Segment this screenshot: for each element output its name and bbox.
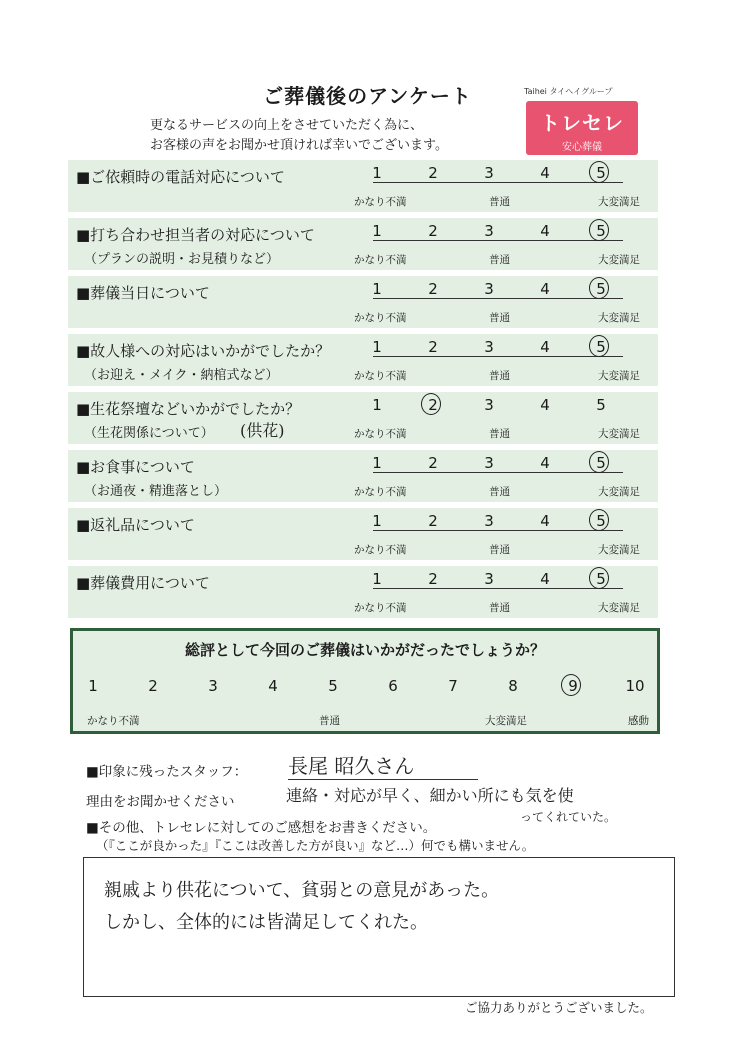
question-label: ■ご依頼時の電話対応について	[76, 168, 285, 186]
scale-number-text: 3	[484, 338, 494, 356]
overall-selected-circle	[561, 674, 581, 696]
scale-number-text: 4	[540, 280, 550, 298]
overall-number[interactable]	[83, 677, 103, 695]
overall-number[interactable]	[625, 677, 645, 695]
thanks-text: ご協力ありがとうございました。	[465, 1000, 653, 1015]
selected-circle	[589, 161, 609, 183]
scale-number-text: 5	[596, 570, 606, 588]
question-label: ■葬儀費用について	[76, 574, 210, 592]
scale-underline	[373, 298, 623, 299]
scale-number[interactable]	[535, 512, 555, 530]
scale-label-high: 大変満足	[598, 196, 640, 208]
comments-hint: （『ここが良かった』『ここは改善した方が良い』など…）何でも構いません。	[96, 838, 535, 853]
scale-number[interactable]	[591, 512, 611, 530]
overall-title: 総評として今回のご葬儀はいかがだったでしょうか？	[184, 641, 545, 659]
scale-number[interactable]	[479, 454, 499, 472]
scale-label-mid: 普通	[489, 544, 510, 556]
comment-line-1: 親戚より供花について、貧弱との意見があった。	[104, 880, 500, 901]
scale-number-text: 4	[540, 454, 550, 472]
scale-number[interactable]	[535, 570, 555, 588]
scale-number-text: 3	[484, 396, 494, 414]
scale-number[interactable]	[535, 280, 555, 298]
question-note: （お通夜・精進落とし）	[84, 484, 228, 499]
scale-number-text: 5	[596, 512, 606, 530]
selected-circle	[589, 335, 609, 357]
scale-underline	[373, 240, 623, 241]
scale-label-low: かなり不満	[354, 602, 407, 614]
subtitle-line-1: 更なるサービスの向上をさせていただく為に、	[150, 118, 424, 133]
question-note: （生花関係について）	[84, 426, 214, 441]
scale-number[interactable]	[423, 512, 443, 530]
overall-number-text: 5	[328, 677, 338, 695]
question-label: ■お食事について	[76, 458, 195, 476]
selected-circle	[589, 567, 609, 589]
scale-number-text: 1	[372, 164, 382, 182]
scale-number-text: 3	[484, 280, 494, 298]
scale-number-text: 2	[428, 396, 438, 414]
overall-label-top: 感動	[628, 715, 649, 727]
scale-number-text: 1	[372, 222, 382, 240]
scale-number-text: 1	[372, 454, 382, 472]
scale-number[interactable]	[591, 396, 611, 414]
scale-label-low: かなり不満	[354, 486, 407, 498]
scale-number-text: 5	[596, 280, 606, 298]
scale-number[interactable]	[535, 454, 555, 472]
comment-line-2: しかし、全体的には皆満足してくれた。	[104, 912, 428, 933]
question-row	[68, 392, 658, 444]
staff-name-handwritten: 長尾 昭久さん	[288, 750, 478, 780]
selected-circle	[589, 219, 609, 241]
overall-number[interactable]	[143, 677, 163, 695]
scale-number-text: 4	[540, 164, 550, 182]
question-note: （プランの説明・お見積りなど）	[84, 252, 280, 267]
comments-label: ■その他、トレセレに対してのご感想をお書きください。	[86, 820, 437, 836]
scale-number[interactable]	[535, 396, 555, 414]
scale-number[interactable]	[423, 222, 443, 240]
scale-number-text: 2	[428, 512, 438, 530]
scale-number-text: 4	[540, 512, 550, 530]
scale-number[interactable]	[535, 222, 555, 240]
scale-number-text: 3	[484, 570, 494, 588]
scale-label-high: 大変満足	[598, 428, 640, 440]
scale-label-mid: 普通	[489, 602, 510, 614]
scale-number[interactable]	[591, 570, 611, 588]
overall-label-low: かなり不満	[87, 715, 140, 727]
scale-number-text: 4	[540, 570, 550, 588]
scale-number-text: 5	[596, 454, 606, 472]
scale-number-text: 3	[484, 512, 494, 530]
scale-number-text: 2	[428, 164, 438, 182]
scale-number-text: 4	[540, 396, 550, 414]
overall-number-text: 10	[625, 677, 645, 695]
staff-label: ■印象に残ったスタッフ：	[86, 764, 248, 780]
scale-number-text: 3	[484, 222, 494, 240]
scale-label-mid: 普通	[489, 486, 510, 498]
scale-number[interactable]	[591, 222, 611, 240]
reason-handwritten-2: ってくれていた。	[520, 810, 617, 824]
overall-number-text: 1	[88, 677, 98, 695]
overall-number[interactable]	[383, 677, 403, 695]
page-title: ご葬儀後のアンケート	[263, 84, 472, 108]
scale-number[interactable]	[367, 280, 387, 298]
scale-label-mid: 普通	[489, 428, 510, 440]
scale-number-text: 2	[428, 454, 438, 472]
question-label: ■葬儀当日について	[76, 284, 210, 302]
scale-number[interactable]	[535, 338, 555, 356]
scale-number[interactable]	[423, 396, 443, 414]
scale-number[interactable]	[423, 570, 443, 588]
overall-number-text: 7	[448, 677, 458, 695]
scale-number[interactable]	[479, 512, 499, 530]
scale-label-low: かなり不満	[354, 312, 407, 324]
overall-number[interactable]	[263, 677, 283, 695]
scale-label-low: かなり不満	[354, 370, 407, 382]
scale-number[interactable]	[535, 164, 555, 182]
scale-number[interactable]	[423, 454, 443, 472]
scale-number[interactable]	[479, 396, 499, 414]
overall-number-text: 8	[508, 677, 518, 695]
scale-number-text: 1	[372, 396, 382, 414]
overall-number-text: 9	[568, 677, 578, 695]
question-label: ■打ち合わせ担当者の対応について	[76, 226, 315, 244]
scale-label-mid: 普通	[489, 370, 510, 382]
scale-number-text: 1	[372, 338, 382, 356]
overall-number[interactable]	[563, 677, 583, 695]
tresele-logo	[524, 86, 644, 158]
scale-number[interactable]	[423, 280, 443, 298]
overall-label-high: 大変満足	[485, 715, 527, 727]
scale-underline	[373, 356, 623, 357]
scale-label-high: 大変満足	[598, 312, 640, 324]
selected-circle	[421, 393, 441, 415]
scale-underline	[373, 530, 623, 531]
selected-circle	[589, 451, 609, 473]
scale-label-low: かなり不満	[354, 196, 407, 208]
question-row	[68, 218, 658, 270]
scale-number[interactable]	[479, 338, 499, 356]
question-row	[68, 160, 658, 212]
scale-number-text: 5	[596, 396, 606, 414]
scale-label-mid: 普通	[489, 254, 510, 266]
selected-circle	[589, 509, 609, 531]
scale-number[interactable]	[367, 512, 387, 530]
scale-number[interactable]	[367, 222, 387, 240]
handwritten-note: (供花)	[240, 421, 285, 440]
scale-number[interactable]	[367, 570, 387, 588]
selected-circle	[589, 277, 609, 299]
question-row	[68, 566, 658, 618]
scale-label-mid: 普通	[489, 196, 510, 208]
logo-badge	[526, 101, 638, 155]
question-row	[68, 334, 658, 386]
scale-number-text: 2	[428, 222, 438, 240]
scale-underline	[373, 472, 623, 473]
question-row	[68, 450, 658, 502]
scale-number-text: 4	[540, 338, 550, 356]
subtitle-line-2: お客様の声をお聞かせ頂ければ幸いでございます。	[150, 138, 448, 153]
scale-number-text: 1	[372, 570, 382, 588]
scale-label-high: 大変満足	[598, 370, 640, 382]
overall-number[interactable]	[323, 677, 343, 695]
overall-rating-box	[70, 628, 660, 734]
scale-number-text: 2	[428, 338, 438, 356]
scale-number[interactable]	[591, 164, 611, 182]
scale-label-mid: 普通	[489, 312, 510, 324]
overall-number[interactable]	[503, 677, 523, 695]
overall-label-mid: 普通	[319, 715, 340, 727]
question-label: ■生花祭壇などいかがでしたか？	[76, 400, 301, 418]
question-row	[68, 276, 658, 328]
scale-label-low: かなり不満	[354, 544, 407, 556]
scale-number[interactable]	[479, 164, 499, 182]
scale-number[interactable]	[367, 454, 387, 472]
scale-underline	[373, 588, 623, 589]
overall-number-text: 4	[268, 677, 278, 695]
reason-label: 理由をお聞かせください	[86, 794, 235, 810]
scale-number-text: 2	[428, 570, 438, 588]
logo-brand: トレセレ	[540, 111, 624, 135]
scale-underline	[373, 182, 623, 183]
scale-label-low: かなり不満	[354, 428, 407, 440]
scale-label-low: かなり不満	[354, 254, 407, 266]
overall-number-text: 2	[148, 677, 158, 695]
overall-number[interactable]	[203, 677, 223, 695]
scale-number-text: 3	[484, 454, 494, 472]
scale-number-text: 1	[372, 280, 382, 298]
scale-number-text: 4	[540, 222, 550, 240]
scale-number-text: 1	[372, 512, 382, 530]
logo-tagline: 安心葬儀	[562, 142, 602, 153]
scale-number[interactable]	[423, 164, 443, 182]
overall-number-text: 3	[208, 677, 218, 695]
scale-number[interactable]	[423, 338, 443, 356]
scale-label-high: 大変満足	[598, 602, 640, 614]
scale-number-text: 5	[596, 338, 606, 356]
scale-label-high: 大変満足	[598, 254, 640, 266]
scale-number-text: 5	[596, 164, 606, 182]
logo-group-text: Taihei タイヘイグループ	[524, 87, 613, 96]
overall-number[interactable]	[443, 677, 463, 695]
question-note: （お迎え・メイク・納棺式など）	[84, 368, 279, 383]
scale-label-high: 大変満足	[598, 486, 640, 498]
scale-number-text: 5	[596, 222, 606, 240]
scale-number[interactable]	[367, 164, 387, 182]
scale-number[interactable]	[479, 280, 499, 298]
scale-label-high: 大変満足	[598, 544, 640, 556]
scale-number-text: 2	[428, 280, 438, 298]
question-label: ■故人様への対応はいかがでしたか？	[76, 342, 331, 360]
question-label: ■返礼品について	[76, 516, 195, 534]
overall-number-text: 6	[388, 677, 398, 695]
scale-number[interactable]	[591, 338, 611, 356]
reason-handwritten-1: 連絡・対応が早く、細かい所にも気を使	[286, 786, 574, 805]
scale-number[interactable]	[591, 280, 611, 298]
comments-box	[83, 857, 675, 997]
scale-number[interactable]	[479, 570, 499, 588]
scale-number[interactable]	[479, 222, 499, 240]
scale-number[interactable]	[591, 454, 611, 472]
scale-number[interactable]	[367, 396, 387, 414]
scale-number-text: 3	[484, 164, 494, 182]
question-row	[68, 508, 658, 560]
scale-number[interactable]	[367, 338, 387, 356]
